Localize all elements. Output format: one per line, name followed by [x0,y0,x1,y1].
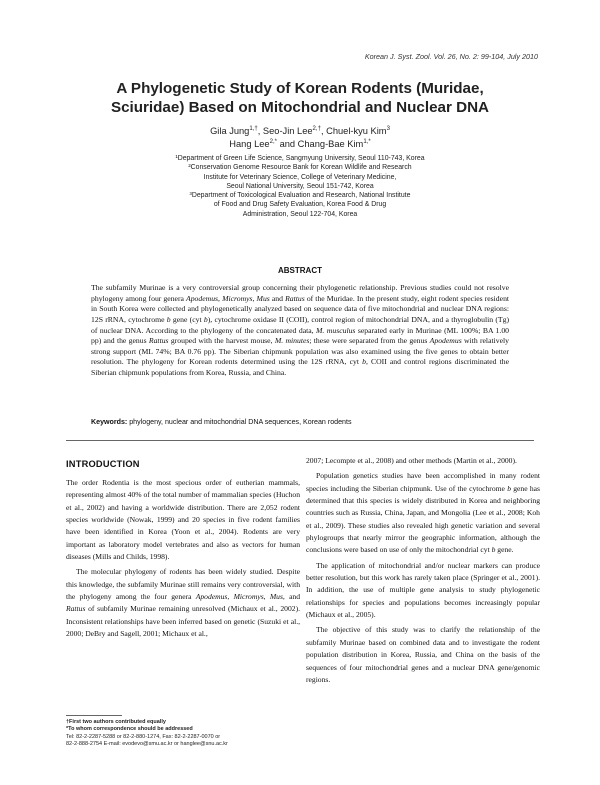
left-column-body [66,477,300,640]
keywords-label: Keywords: [91,418,128,426]
affiliation-line: Institute for Veterinary Science, College of Veterinary Medicine, [203,173,397,181]
footnote-divider [66,715,122,716]
right-column-body [306,455,540,686]
body-paragraph: The objective of this study was to clarify the relationship of the subfamily Murinae based on combined data and to investigate the rodent population distribution in Korea, Russia, and China on the basis of the sequences of four mitochondrial genes and a nuclear DNA gene/genomic regions. [306,625,541,684]
title-line-2: Sciuridae) Based on Mitochondrial and Nuclear DNA [110,99,490,116]
body-paragraph: The application of mitochondrial and/or nuclear markers can produce better resolution, but this work has rarely taken place (Springer et al., 2001). In addition, the use of multiple gene analysis to study phylogenetic relationships for species and populations becomes increasingly popular (Michaux et al., 2005). [306,560,540,620]
affiliation-line: of Food and Drug Safety Evaluation, Korea Food & Drug [213,201,387,209]
keywords-text: phylogeny, nuclear and mitochondrial DNA sequences, Korean rodents [127,418,352,426]
paper-title [60,79,540,117]
author-list [60,125,540,150]
title-line-1: A Phylogenetic Study of Korean Rodents (Muridae, [116,80,484,97]
section-divider [66,440,534,441]
body-paragraph: Population genetics studies have been accomplished in many rodent species including the Siberian chipmunk. Use of the cytochrome b gene has determined that this species is widely distributed in Korea and neighboring countries such as Russia, China, Japan, and Mongolia (Lee et al., 2008; Koh et al., 2009). These studies also revealed high genetic variation and several phylogroups that nearly mirror the geographic information, although the conclusions were based on use of only the mitochondrial cyt b gene. [306,471,541,555]
affiliation-line: ³Department of Toxicological Evaluation and Research, National Institute [189,192,411,200]
body-paragraph: 2007; Lecompte et al., 2008) and other methods (Martin et al., 2000). [306,456,517,465]
author-line-2: Hang Lee$^{2,*}$ and Chang-Bae Kim$^{1,*}$ [229,138,371,149]
introduction-heading: INTRODUCTION [66,459,140,469]
author-line-1: Gila Jung$^{1,\dagger}$, Seo-Jin Lee$^{2,\dagger}$, Chuel-kyu Kim$^3$ [210,125,390,136]
journal-citation: Korean J. Syst. Zool. Vol. 26, No. 2: 99-104, July 2010 [364,52,538,61]
footnote-line: 82-2-888-2754 E-mail: evodevo@smu.ac.kr or hanglee@snu.ac.kr [66,740,228,747]
abstract-heading: ABSTRACT [278,266,322,275]
footnote-line: Tel: 82-2-2287-5288 or 82-2-880-1274, Fax: 82-2-2287-0070 or [66,733,221,740]
footnote-line: *To whom correspondence should be addressed [66,726,193,733]
body-paragraph: The molecular phylogeny of rodents has been widely studied. Despite this knowledge, the subfamily Murinae still remains very controversial, with the phylogeny among the four genera Apodemus, Micromys, Mus, and Rattus of subfamily Murinae remaining unresolved (Michaux et al., 2002). Inconsistent relationships have been inferred based on genetic (Suzuki et al., 2000; DeBry and Sagell, 2001; Michaux et al., [66,567,301,639]
affiliations [60,154,540,219]
affiliation-line: ¹Department of Green Life Science, Sangmyung University, Seoul 110-743, Korea [175,155,425,162]
body-paragraph: The order Rodentia is the most specious order of eutherian mammals, representing almost 40% of the total number of mammalian species (Huchon et al., 2002) and having a worldwide distribution. There are 2,052 rodent species worldwide (Nowak, 1999) and 20 species in five rodent families have been identified in Korea (Yoon et al., 2004). Rodents are very important as laboratory model vertebrates and also as vectors for human diseases (Mills and Childs, 1998). [66,478,301,562]
affiliation-line: Administration, Seoul 122-704, Korea [242,210,358,218]
abstract-body [91,283,509,379]
footnote-line: †First two authors contributed equally [66,719,166,725]
footnotes [66,719,306,748]
affiliation-line: ²Conservation Genome Resource Bank for Korean Wildlife and Research [188,164,412,172]
affiliation-line: Seoul National University, Seoul 151-742, Korea [226,182,374,190]
keywords [91,418,509,426]
abstract-text: The subfamily Murinae is a very controversial group concerning their phylogenetic relationship. Previous studies could not resolve phylogeny among four genera Apodemus, Micromys, Mus and Rattus of the Muridae. In the present study, eight rodent species resident in South Korea were collected and phylogenetically analyzed based on sequence data of five mitochondrial and nuclear DNA regions: 12S rRNA, cytochrome b gene (cyt b), cytochrome oxidase II (COII), control region of mitochondrial DNA, and a thyroglobulin (Tg) of nuclear DNA. According to the phylogeny of the concatenated data, M. musculus separated early in Murinae (ML 100%; BA 1.00 pp) and the genus Rattus grouped with the harvest mouse, M. minutes; these were separated from the genus Apodemus with relatively strong support (ML 74%; BA 0.76 pp). The Siberian chipmunk population was also examined using the five genes to obtain better resolution. The phylogeny for Korean rodents determined using the 12S rRNA, cyt b, COII and control regions discriminated the Siberian chipmunk populations from Korea, Russia, and China. [91,283,510,377]
